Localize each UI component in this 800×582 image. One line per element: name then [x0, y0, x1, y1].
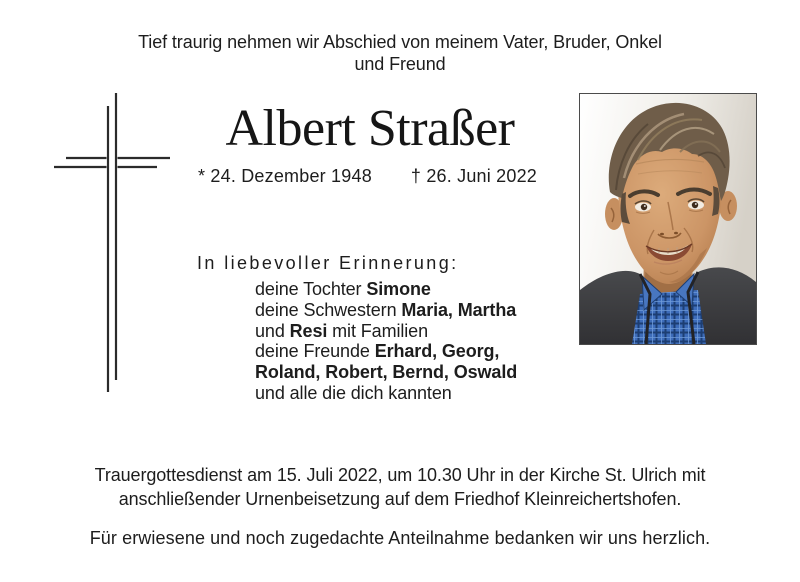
birth-date: * 24. Dezember 1948 — [198, 166, 372, 186]
portrait-photo — [579, 93, 757, 345]
mourner-line: deine Freunde Erhard, Georg, — [255, 341, 500, 362]
portrait-graphic — [580, 94, 756, 344]
service-line-1: Trauergottesdienst am 15. Juli 2022, um 10.30 Uhr in der Kirche St. Ulrich mit — [94, 465, 706, 485]
death-date: † 26. Juni 2022 — [410, 166, 538, 186]
intro-text — [0, 31, 800, 75]
deceased-name: Albert Straßer — [225, 100, 515, 157]
mourner-line: Roland, Robert, Bernd, Oswald — [255, 362, 518, 383]
mourner-line: und alle die dich kannten — [255, 382, 452, 403]
service-info — [0, 464, 800, 511]
mourners-list — [255, 279, 517, 404]
intro-line-1: Tief traurig nehmen wir Abschied von meinem Vater, Bruder, Onkel — [138, 32, 662, 52]
memorial-heading: In liebevoller Erinnerung: — [197, 253, 459, 273]
mourner-line: und Resi mit Familien — [255, 320, 428, 341]
intro-line-2: und Freund — [354, 54, 446, 74]
mourner-line: deine Schwestern Maria, Martha — [255, 299, 517, 320]
mourner-line: deine Tochter Simone — [255, 279, 431, 299]
life-dates — [198, 165, 537, 187]
service-line-2: anschließender Urnenbeisetzung auf dem Friedhof Kleinreichertshofen. — [118, 488, 682, 509]
thanks-text: Für erwiesene und noch zugedachte Anteilnahme bedanken wir uns herzlich. — [89, 528, 711, 548]
